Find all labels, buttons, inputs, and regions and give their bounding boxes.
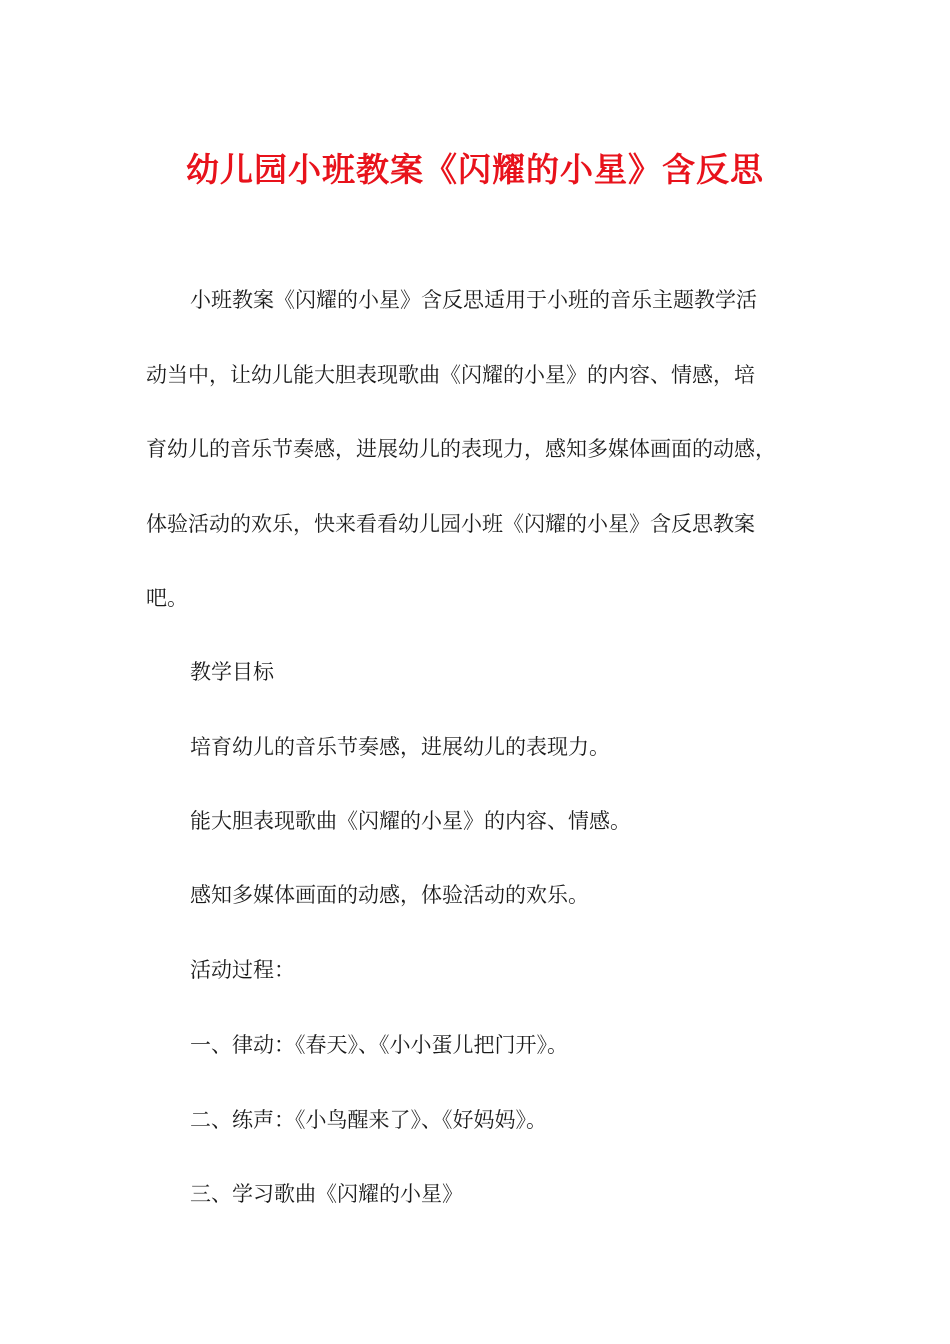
section-heading-process: 活动过程： (190, 958, 295, 982)
intro-paragraph (146, 282, 806, 655)
process-step: 一、律动：《春天》、《小小蛋儿把门开》。 (190, 1033, 568, 1057)
process-step: 二、练声：《小鸟醒来了》、《好妈妈》。 (190, 1108, 547, 1132)
document-title: 幼儿园小班教案《闪耀的小星》含反思 (186, 150, 764, 189)
intro-line: 育幼儿的音乐节奏感，进展幼儿的表现力，感知多媒体画面的动感， (146, 437, 776, 461)
section-heading-goals: 教学目标 (190, 660, 274, 684)
goal-item: 感知多媒体画面的动感，体验活动的欢乐。 (190, 883, 589, 907)
intro-line: 动当中，让幼儿能大胆表现歌曲《闪耀的小星》的内容、情感，培 (146, 362, 755, 387)
goal-item: 培育幼儿的音乐节奏感，进展幼儿的表现力。 (190, 735, 610, 759)
process-step: 三、学习歌曲《闪耀的小星》 (190, 1182, 463, 1206)
goal-item: 能大胆表现歌曲《闪耀的小星》的内容、情感。 (190, 809, 631, 833)
intro-line: 吧。 (146, 586, 188, 610)
intro-line: 小班教案《闪耀的小星》含反思适用于小班的音乐主题教学活 (190, 288, 757, 312)
intro-line: 体验活动的欢乐，快来看看幼儿园小班《闪耀的小星》含反思教案 (146, 511, 755, 536)
